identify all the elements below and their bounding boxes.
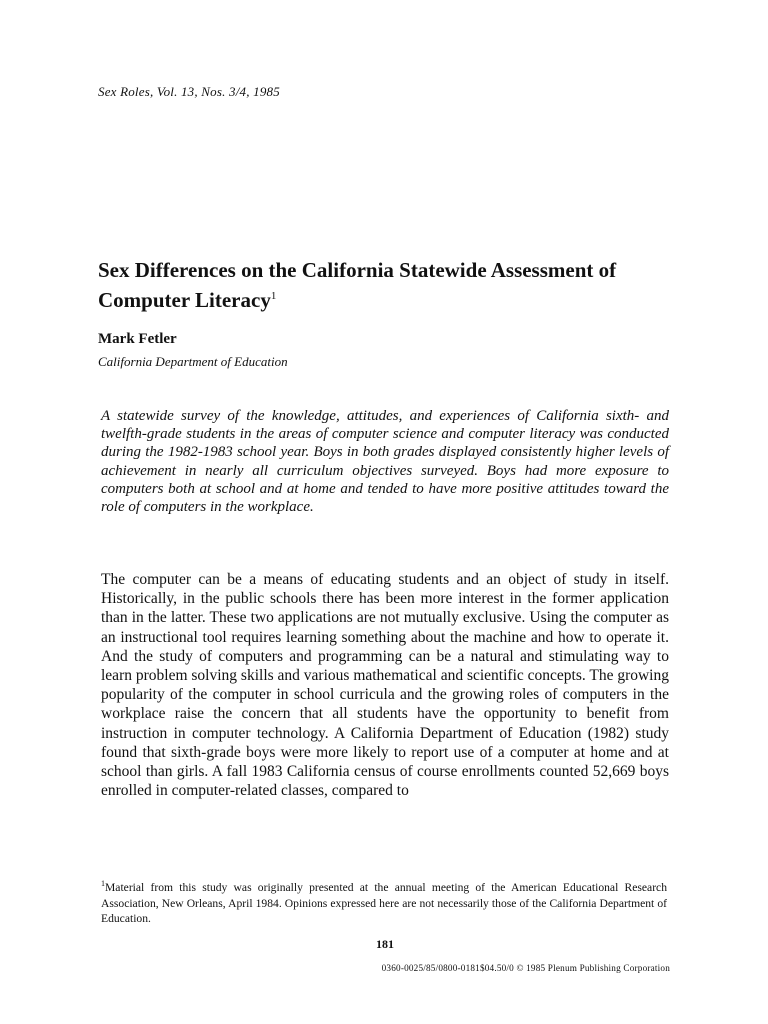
author-name: Mark Fetler: [98, 331, 177, 347]
abstract: A statewide survey of the knowledge, attitudes, and experiences of California sixth- and twelfth-grade students in the areas of computer science and computer literacy was conducted during the 1982-1983 school year. Boys in both grades displayed consistently higher levels of achievement in nearly all curriculum objectives surveyed. Boys had more exposure to computers both at school and at home and tended to have more positive attitudes toward the role of computers in the workplace.: [101, 408, 669, 516]
author-affiliation: California Department of Education: [98, 354, 288, 369]
body-paragraph: The computer can be a means of educating students and an object of study in itself. Historically, in the public schools there has been more interest in the former application than in the latter. These two applications are not mutually exclusive. Using the computer as an instructional tool requires learning something about the machine and how to operate it. And the study of computers and programming can be a natural and stimulating way to learn problem solving skills and various mathematical and scientific concepts. The growing popularity of the computer in school curricula and the growing roles of computers in the workplace raise the concern that all students have the opportunity to benefit from instruction in computer technology. A California Department of Education (1982) study found that sixth-grade boys were more likely to report use of a computer at home and at school than girls. A fall 1983 California census of course enrollments counted 52,669 boys enrolled in computer-related classes, compared to: [101, 571, 669, 800]
journal-citation: Sex Roles, Vol. 13, Nos. 3/4, 1985: [98, 84, 280, 99]
copyright-line: 0360-0025/85/0800-0181$04.50/0 © 1985 Plenum Publishing Corporation: [381, 963, 670, 973]
article-title: [98, 255, 698, 315]
page-number: 181: [376, 937, 394, 951]
footnote-text: Material from this study was originally presented at the annual meeting of the American Educational Research Association, New Orleans, April 1984. Opinions expressed here are not necessarily those of the California Department of Education.: [101, 881, 667, 925]
footnote: [101, 880, 667, 927]
article-title-text: Sex Differences on the California Statewide Assessment of Computer Literacy: [98, 258, 617, 312]
footnote-marker: 1: [101, 879, 105, 889]
title-footnote-marker: 1: [270, 290, 277, 302]
